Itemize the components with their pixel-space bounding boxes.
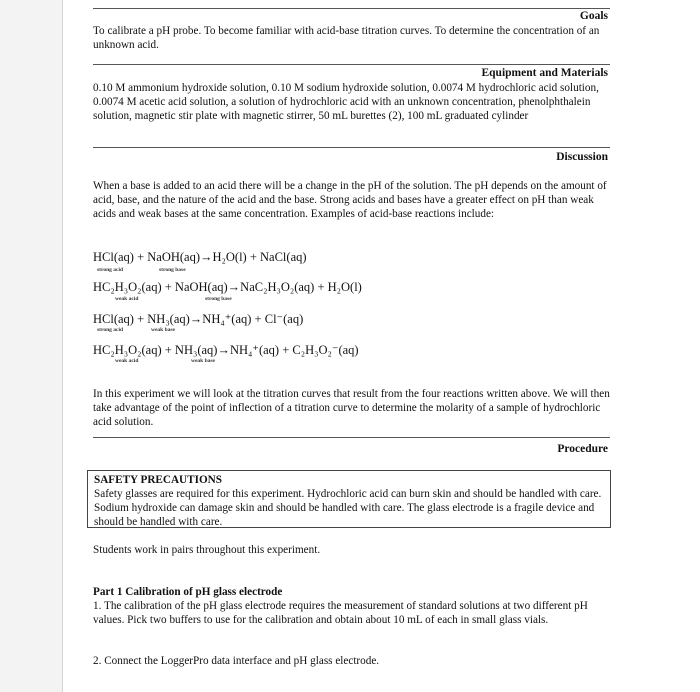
base-label: weak base (191, 358, 215, 364)
acid-label: weak acid (115, 296, 139, 302)
section-rule (93, 64, 610, 65)
acid-label: weak acid (115, 358, 139, 364)
safety-box (87, 470, 611, 528)
equation-1: HCl(aq) + NaOH(aq)→H₂O(l) + NaCl(aq) (93, 250, 307, 264)
equipment-text: 0.10 M ammonium hydroxide solution, 0.10 M sodium hydroxide solution, 0.0074 M hydrochloric acid solution, 0.0074 M acetic acid solution, a solution of hydrochloric acid with an unknown concentration, phenolphthalein solution, magnetic stir plate with magnetic stirrer, 50 mL burettes (2), 100 mL graduated cylinder (93, 82, 599, 122)
equation-2: HC₂H₃O₂(aq) + NaOH(aq)→NaC₂H₃O₂(aq) + H₂O(l) (93, 280, 362, 294)
safety-title: SAFETY PRECAUTIONS (94, 474, 222, 486)
section-rule (93, 8, 610, 9)
discussion-closing: In this experiment we will look at the titration curves that result from the four reactions written above. We will then take advantage of the point of inflection of a titration curve to determine the molarity of a sample of hydrochloric acid solution. (93, 388, 610, 428)
safety-text: Safety glasses are required for this experiment. Hydrochloric acid can burn skin and should be handled with care. Sodium hydroxide can damage skin and should be handled with care. The glass electrode is a fragile device and should be handled with care. (94, 488, 602, 528)
part1-title: Part 1 Calibration of pH glass electrode (93, 586, 283, 598)
base-label: weak base (151, 327, 175, 333)
procedure-heading: Procedure (557, 443, 608, 455)
equation-3: HCl(aq) + NH₃(aq)→NH₄⁺(aq) + Cl⁻(aq) (93, 312, 304, 326)
goals-text: To calibrate a pH probe. To become familiar with acid-base titration curves. To determine the concentration of an unknown acid. (93, 25, 600, 51)
pairs-note: Students work in pairs throughout this experiment. (93, 544, 321, 556)
step-2: 2. Connect the LoggerPro data interface and pH glass electrode. (93, 655, 380, 667)
base-label: strong base (205, 296, 232, 302)
step-1: 1. The calibration of the pH glass electrode requires the measurement of standard solutions at two different pH values. Pick two buffers to use for the calibration and obtain about 10 mL of each in small glass vials. (93, 600, 588, 626)
base-label: strong base (159, 267, 186, 273)
acid-label: strong acid (97, 327, 124, 333)
discussion-intro: When a base is added to an acid there will be a change in the pH of the solution. The pH depends on the amount of acid, base, and the nature of the acid and the base. Strong acids and bases have a greater effect on pH than weak acids and weak bases at the same concentration. Examples of acid-base reactions include: (93, 180, 607, 220)
goals-heading: Goals (579, 10, 608, 22)
document-page (62, 0, 700, 692)
equation-4: HC₂H₃O₂(aq) + NH₃(aq)→NH₄⁺(aq) + C₂H₃O₂⁻(aq) (93, 343, 359, 357)
discussion-heading: Discussion (556, 151, 608, 163)
section-rule (93, 147, 610, 148)
section-rule (93, 437, 610, 438)
acid-label: strong acid (97, 267, 124, 273)
equipment-heading: Equipment and Materials (481, 67, 608, 79)
